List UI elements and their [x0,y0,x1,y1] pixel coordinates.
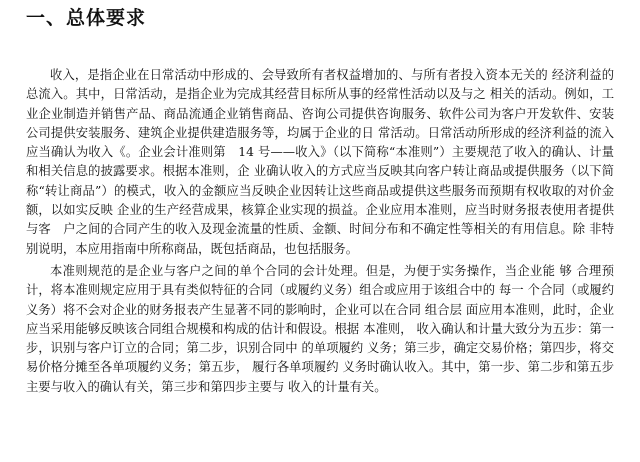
paragraph-revenue-definition: 收入，是指企业在日常活动中形成的、会导致所有者权益增加的、与所有者投入资本无关的 经济利益的总流入。其中，日常活动，是指企业为完成其经营目标所从事的经常性活动以及与之 相关的活动。例如，工业企业制造并销售产品、商品流通企业销售商品、咨询公司提供咨询服务、软件公司为客户开发软件、安装公司提供安装服务、建筑企业提供建造服务等，均属于企业的日 常活动。日常活动所形成的经济利益的流入应当确认为收入《。企业会计准则第 14 号——收入》（以下简称“本准则”）主要规范了收入的确认、计量和相关信息的披露要求。根据本准则，企 业确认收入的方式应当反映其向客户转让商品或提供服务（以下简称“转让商品”）的模式，收入的金额应当反映企业因转让这些商品或提供这些服务而预期有权收取的对价金额，以如实反映 企业的生产经营成果，核算企业实现的损益。企业应用本准则，应当时财务报表使用者提供与客 户之间的合同产生的收入及现金流量的性质、金额、时间分布和不确定性等相关的有用信息。除 非特别说明，本应用指南中所称商品，既包括商品，也包括服务。 [26,68,614,256]
section-heading: 一、总体要求 [26,7,147,29]
document-page [0,6,640,462]
paragraph-contract-scope: 本准则规范的是企业与客户之间的单个合同的会计处理。但是，为便于实务操作，当企业能 够 合理预计，将本准则规定应用于具有类似特征的合同（或履约义务）组合或应用于该组合中的 每一 个合同（或履约义务）将不会对企业的财务报表产生显著不同的影响时，企业可以在合同 组合层 面应用本准则，此时，企业应当采用能够反映该合同组合规模和构成的估计和假设。根据 本准则， 收入确认和计量大致分为五步：第一步，识别与客户订立的合同；第二步，识别合同中 的单项履约 义务；第三步，确定交易价格；第四步，将交易价格分摊至各单项履约义务；第五步， 履行各单项履约 义务时确认收入。其中，第一步、第二步和第五步主要与收入的确认有关，第三步和第四步主要与 收入的计量有关。 [26,263,614,394]
